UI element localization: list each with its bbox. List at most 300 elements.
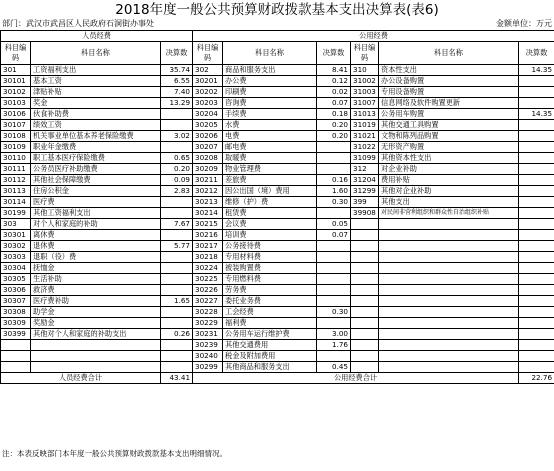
cell-code: 30103 bbox=[1, 98, 31, 109]
cell-name: 文物和陈列品购置 bbox=[379, 131, 519, 142]
cell-code: 30112 bbox=[1, 175, 31, 186]
cell-amount: 0.05 bbox=[317, 219, 351, 230]
cell-amount bbox=[519, 197, 554, 208]
cell-name: 公务用车运行维护费 bbox=[223, 329, 317, 340]
cell-code: 30305 bbox=[1, 274, 31, 285]
cell-name: 退职（役）费 bbox=[31, 252, 161, 263]
cell-name: 物业管理费 bbox=[223, 164, 317, 175]
cell-code: 30208 bbox=[193, 153, 223, 164]
cell-name: 绩效工资 bbox=[31, 120, 161, 131]
cell-code bbox=[1, 362, 31, 373]
cell-code: 30114 bbox=[1, 197, 31, 208]
cell-name bbox=[379, 329, 519, 340]
cell-amount: 14.35 bbox=[519, 109, 554, 120]
header-name: 科目名称 bbox=[223, 42, 317, 65]
cell-amount bbox=[317, 263, 351, 274]
cell-amount bbox=[519, 76, 554, 87]
cell-code: 30204 bbox=[193, 109, 223, 120]
cell-amount: 5.77 bbox=[161, 241, 193, 252]
cell-name: 生活补助 bbox=[31, 274, 161, 285]
cell-name: 费用补贴 bbox=[379, 175, 519, 186]
cell-name: 其他交通费用 bbox=[223, 340, 317, 351]
cell-amount bbox=[519, 230, 554, 241]
cell-amount: 0.20 bbox=[317, 120, 351, 131]
cell-amount bbox=[161, 318, 193, 329]
cell-amount bbox=[317, 351, 351, 362]
cell-amount bbox=[519, 219, 554, 230]
cell-amount bbox=[317, 318, 351, 329]
cell-amount bbox=[519, 362, 554, 373]
header-amount: 决算数 bbox=[519, 42, 554, 65]
cell-code: 399 bbox=[351, 197, 379, 208]
cell-code: 30231 bbox=[193, 329, 223, 340]
totals-row bbox=[1, 373, 554, 384]
cell-amount bbox=[519, 329, 554, 340]
cell-code: 30239 bbox=[193, 340, 223, 351]
cell-amount bbox=[161, 208, 193, 219]
table-row bbox=[1, 153, 554, 164]
expenditure-table bbox=[0, 30, 554, 384]
cell-code: 30206 bbox=[193, 131, 223, 142]
cell-amount bbox=[519, 252, 554, 263]
table-row bbox=[1, 362, 554, 373]
cell-code: 30301 bbox=[1, 230, 31, 241]
cell-amount bbox=[317, 241, 351, 252]
cell-amount: 0.16 bbox=[317, 175, 351, 186]
cell-code: 31019 bbox=[351, 120, 379, 131]
cell-amount bbox=[161, 252, 193, 263]
cell-code bbox=[351, 274, 379, 285]
header-amount: 决算数 bbox=[161, 42, 193, 65]
cell-name: 印刷费 bbox=[223, 87, 317, 98]
cell-code bbox=[351, 296, 379, 307]
cell-name: 其他支出 bbox=[379, 197, 519, 208]
cell-amount: 0.09 bbox=[161, 175, 193, 186]
cell-amount: 0.45 bbox=[317, 362, 351, 373]
cell-code: 30308 bbox=[1, 307, 31, 318]
cell-code: 30304 bbox=[1, 263, 31, 274]
table-row bbox=[1, 76, 554, 87]
cell-name: 住房公积金 bbox=[31, 186, 161, 197]
cell-code: 30218 bbox=[193, 252, 223, 263]
table-row bbox=[1, 175, 554, 186]
cell-code: 30199 bbox=[1, 208, 31, 219]
cell-name: 邮电费 bbox=[223, 142, 317, 153]
table-row bbox=[1, 98, 554, 109]
cell-code bbox=[351, 307, 379, 318]
cell-code bbox=[351, 230, 379, 241]
cell-name: 委托业务费 bbox=[223, 296, 317, 307]
report-title: 2018年度一般公共预算财政拨款基本支出决算表(表6) bbox=[115, 2, 439, 18]
cell-name: 办公费 bbox=[223, 76, 317, 87]
cell-name: 其他商品和服务支出 bbox=[223, 362, 317, 373]
cell-amount bbox=[161, 307, 193, 318]
header-name: 科目名称 bbox=[379, 42, 519, 65]
cell-amount bbox=[317, 142, 351, 153]
cell-code: 30109 bbox=[1, 142, 31, 153]
cell-name: 水费 bbox=[223, 120, 317, 131]
cell-code: 30307 bbox=[1, 296, 31, 307]
cell-name bbox=[379, 318, 519, 329]
cell-name: 伙食补助费 bbox=[31, 109, 161, 120]
cell-name: 被装购置费 bbox=[223, 263, 317, 274]
cell-name: 公务员医疗补助缴费 bbox=[31, 164, 161, 175]
cell-name: 职业年金缴费 bbox=[31, 142, 161, 153]
public-total-value: 22.76 bbox=[519, 373, 554, 384]
cell-amount bbox=[161, 351, 193, 362]
cell-code bbox=[1, 351, 31, 362]
header-name: 科目名称 bbox=[31, 42, 161, 65]
cell-amount bbox=[161, 263, 193, 274]
cell-code: 30108 bbox=[1, 131, 31, 142]
cell-code: 30214 bbox=[193, 208, 223, 219]
cell-amount bbox=[519, 153, 554, 164]
cell-code: 30227 bbox=[193, 296, 223, 307]
cell-code: 30229 bbox=[193, 318, 223, 329]
cell-amount bbox=[519, 186, 554, 197]
cell-amount: 8.41 bbox=[317, 65, 351, 76]
cell-name: 取暖费 bbox=[223, 153, 317, 164]
cell-name bbox=[379, 274, 519, 285]
cell-code: 30215 bbox=[193, 219, 223, 230]
cell-code: 30299 bbox=[193, 362, 223, 373]
cell-amount: 0.30 bbox=[317, 197, 351, 208]
cell-code: 30102 bbox=[1, 87, 31, 98]
cell-name: 其他对企业补助 bbox=[379, 186, 519, 197]
cell-code: 30226 bbox=[193, 285, 223, 296]
cell-code bbox=[351, 362, 379, 373]
cell-name bbox=[379, 351, 519, 362]
cell-code: 30211 bbox=[193, 175, 223, 186]
cell-amount: 7.67 bbox=[161, 219, 193, 230]
cell-amount bbox=[519, 307, 554, 318]
cell-code: 31299 bbox=[351, 186, 379, 197]
cell-name bbox=[379, 263, 519, 274]
cell-amount bbox=[317, 285, 351, 296]
cell-amount bbox=[161, 230, 193, 241]
cell-amount: 0.26 bbox=[161, 329, 193, 340]
cell-amount: 0.18 bbox=[317, 109, 351, 120]
section-personnel: 人员经费 bbox=[1, 31, 193, 42]
cell-code: 30217 bbox=[193, 241, 223, 252]
table-row bbox=[1, 263, 554, 274]
cell-code: 39908 bbox=[351, 208, 379, 219]
cell-name: 其他资本性支出 bbox=[379, 153, 519, 164]
cell-amount: 0.20 bbox=[161, 164, 193, 175]
table-row bbox=[1, 318, 554, 329]
table-row bbox=[1, 186, 554, 197]
cell-name: 电费 bbox=[223, 131, 317, 142]
cell-code: 31002 bbox=[351, 76, 379, 87]
cell-amount: 1.76 bbox=[317, 340, 351, 351]
cell-name: 维修（护）费 bbox=[223, 197, 317, 208]
cell-amount: 6.55 bbox=[161, 76, 193, 87]
cell-name: 津贴补贴 bbox=[31, 87, 161, 98]
cell-name: 办公设备购置 bbox=[379, 76, 519, 87]
cell-code bbox=[351, 351, 379, 362]
cell-name: 咨询费 bbox=[223, 98, 317, 109]
table-row bbox=[1, 307, 554, 318]
cell-code: 30306 bbox=[1, 285, 31, 296]
cell-amount bbox=[519, 208, 554, 219]
cell-name: 职工基本医疗保险缴费 bbox=[31, 153, 161, 164]
cell-name: 会议费 bbox=[223, 219, 317, 230]
cell-amount bbox=[519, 175, 554, 186]
cell-name bbox=[31, 362, 161, 373]
cell-amount bbox=[519, 142, 554, 153]
cell-amount: 0.20 bbox=[317, 131, 351, 142]
header-code: 科目编码 bbox=[193, 42, 223, 65]
cell-amount bbox=[317, 164, 351, 175]
cell-code bbox=[351, 219, 379, 230]
cell-code: 30207 bbox=[193, 142, 223, 153]
cell-code bbox=[351, 285, 379, 296]
cell-name: 其他工资福利支出 bbox=[31, 208, 161, 219]
cell-name bbox=[379, 296, 519, 307]
cell-code: 30202 bbox=[193, 87, 223, 98]
cell-amount bbox=[519, 274, 554, 285]
cell-code bbox=[351, 241, 379, 252]
cell-code: 30205 bbox=[193, 120, 223, 131]
cell-amount: 0.65 bbox=[161, 153, 193, 164]
cell-name: 资本性支出 bbox=[379, 65, 519, 76]
cell-code: 31003 bbox=[351, 87, 379, 98]
header-amount: 决算数 bbox=[317, 42, 351, 65]
cell-amount bbox=[161, 142, 193, 153]
cell-amount: 0.07 bbox=[317, 230, 351, 241]
table-row bbox=[1, 65, 554, 76]
cell-name: 救济费 bbox=[31, 285, 161, 296]
cell-name: 专用燃料费 bbox=[223, 274, 317, 285]
table-row bbox=[1, 142, 554, 153]
table-row bbox=[1, 219, 554, 230]
cell-code bbox=[351, 318, 379, 329]
cell-code bbox=[351, 340, 379, 351]
cell-amount: 7.40 bbox=[161, 87, 193, 98]
cell-code bbox=[1, 340, 31, 351]
cell-name bbox=[379, 241, 519, 252]
cell-code: 30101 bbox=[1, 76, 31, 87]
cell-amount bbox=[519, 351, 554, 362]
cell-code: 30240 bbox=[193, 351, 223, 362]
table-row bbox=[1, 208, 554, 219]
cell-name: 工会经费 bbox=[223, 307, 317, 318]
cell-name: 其他对个人和家庭的补助支出 bbox=[31, 329, 161, 340]
cell-amount bbox=[519, 263, 554, 274]
cell-code: 30228 bbox=[193, 307, 223, 318]
cell-name bbox=[379, 362, 519, 373]
table-row bbox=[1, 230, 554, 241]
cell-code: 31007 bbox=[351, 98, 379, 109]
cell-name: 租赁费 bbox=[223, 208, 317, 219]
cell-code: 30213 bbox=[193, 197, 223, 208]
cell-name: 离休费 bbox=[31, 230, 161, 241]
table-row bbox=[1, 285, 554, 296]
cell-amount bbox=[161, 120, 193, 131]
section-public: 公用经费 bbox=[193, 31, 554, 42]
table-row bbox=[1, 274, 554, 285]
cell-code: 30302 bbox=[1, 241, 31, 252]
cell-code: 312 bbox=[351, 164, 379, 175]
cell-name: 公务接待费 bbox=[223, 241, 317, 252]
cell-amount bbox=[317, 274, 351, 285]
table-row bbox=[1, 109, 554, 120]
table-row bbox=[1, 329, 554, 340]
cell-code: 30203 bbox=[193, 98, 223, 109]
cell-name: 对个人和家庭的补助 bbox=[31, 219, 161, 230]
header-code: 科目编码 bbox=[351, 42, 379, 65]
cell-name: 医疗费 bbox=[31, 197, 161, 208]
cell-name: 差旅费 bbox=[223, 175, 317, 186]
personnel-total-label: 人员经费合计 bbox=[1, 373, 161, 384]
cell-amount: 35.74 bbox=[161, 65, 193, 76]
cell-amount: 3.02 bbox=[161, 131, 193, 142]
cell-name: 因公出国（境）费用 bbox=[223, 186, 317, 197]
cell-amount: 14.35 bbox=[519, 65, 554, 76]
cell-code: 30399 bbox=[1, 329, 31, 340]
cell-name: 机关事业单位基本养老保险缴费 bbox=[31, 131, 161, 142]
cell-code: 31013 bbox=[351, 109, 379, 120]
cell-name: 其他社会保障缴费 bbox=[31, 175, 161, 186]
cell-amount: 1.65 bbox=[161, 296, 193, 307]
cell-name: 奖励金 bbox=[31, 318, 161, 329]
cell-name bbox=[379, 219, 519, 230]
cell-code: 303 bbox=[1, 219, 31, 230]
cell-code: 30224 bbox=[193, 263, 223, 274]
cell-code: 30216 bbox=[193, 230, 223, 241]
cell-code: 31204 bbox=[351, 175, 379, 186]
cell-amount bbox=[317, 153, 351, 164]
cell-name: 专用设备购置 bbox=[379, 87, 519, 98]
cell-name: 税金及附加费用 bbox=[223, 351, 317, 362]
cell-code: 31099 bbox=[351, 153, 379, 164]
cell-amount bbox=[161, 197, 193, 208]
cell-amount bbox=[519, 131, 554, 142]
cell-amount: 0.12 bbox=[317, 76, 351, 87]
header-code: 科目编码 bbox=[1, 42, 31, 65]
cell-amount bbox=[161, 274, 193, 285]
cell-amount bbox=[317, 296, 351, 307]
cell-amount bbox=[161, 109, 193, 120]
cell-amount bbox=[519, 285, 554, 296]
cell-name bbox=[379, 252, 519, 263]
cell-code: 30111 bbox=[1, 164, 31, 175]
cell-name: 医疗费补助 bbox=[31, 296, 161, 307]
table-row bbox=[1, 351, 554, 362]
table-row bbox=[1, 87, 554, 98]
cell-name: 培训费 bbox=[223, 230, 317, 241]
cell-code: 31021 bbox=[351, 131, 379, 142]
table-row bbox=[1, 131, 554, 142]
cell-amount: 1.60 bbox=[317, 186, 351, 197]
cell-amount bbox=[519, 164, 554, 175]
cell-name: 退休费 bbox=[31, 241, 161, 252]
cell-amount: 0.30 bbox=[317, 307, 351, 318]
cell-amount bbox=[317, 252, 351, 263]
cell-code: 30212 bbox=[193, 186, 223, 197]
cell-name: 福利费 bbox=[223, 318, 317, 329]
cell-amount bbox=[519, 318, 554, 329]
footnote: 注：本表反映部门本年度一般公共预算财政拨款基本支出明细情况。 bbox=[2, 449, 227, 458]
cell-code: 30225 bbox=[193, 274, 223, 285]
cell-amount bbox=[161, 362, 193, 373]
cell-name bbox=[379, 230, 519, 241]
cell-name: 劳务费 bbox=[223, 285, 317, 296]
cell-name: 手续费 bbox=[223, 109, 317, 120]
table-row bbox=[1, 164, 554, 175]
table-row bbox=[1, 241, 554, 252]
cell-amount bbox=[317, 208, 351, 219]
cell-amount: 2.83 bbox=[161, 186, 193, 197]
cell-name: 信息网络及软件购置更新 bbox=[379, 98, 519, 109]
table-row bbox=[1, 197, 554, 208]
cell-amount bbox=[519, 87, 554, 98]
cell-code: 301 bbox=[1, 65, 31, 76]
cell-code: 30106 bbox=[1, 109, 31, 120]
cell-code: 30309 bbox=[1, 318, 31, 329]
cell-code bbox=[351, 252, 379, 263]
cell-name: 奖金 bbox=[31, 98, 161, 109]
cell-name: 公务用车购置 bbox=[379, 109, 519, 120]
cell-name: 专用材料费 bbox=[223, 252, 317, 263]
cell-code: 30113 bbox=[1, 186, 31, 197]
cell-amount bbox=[161, 285, 193, 296]
table-row bbox=[1, 120, 554, 131]
cell-code: 310 bbox=[351, 65, 379, 76]
cell-name bbox=[379, 285, 519, 296]
cell-code: 31022 bbox=[351, 142, 379, 153]
cell-name: 无形资产购置 bbox=[379, 142, 519, 153]
table-row bbox=[1, 296, 554, 307]
cell-amount bbox=[519, 120, 554, 131]
cell-name bbox=[379, 340, 519, 351]
cell-amount bbox=[519, 98, 554, 109]
cell-name: 工资福利支出 bbox=[31, 65, 161, 76]
cell-amount: 0.07 bbox=[317, 98, 351, 109]
cell-code bbox=[351, 329, 379, 340]
cell-name: 对企业补助 bbox=[379, 164, 519, 175]
department-label: 部门：武汉市武昌区人民政府石洞街办事处 bbox=[2, 19, 154, 28]
cell-code: 30209 bbox=[193, 164, 223, 175]
public-total-label: 公用经费合计 bbox=[193, 373, 519, 384]
cell-name: 抚恤金 bbox=[31, 263, 161, 274]
table-row bbox=[1, 252, 554, 263]
unit-label: 金额单位：万元 bbox=[496, 19, 552, 28]
cell-name bbox=[31, 340, 161, 351]
cell-name: 其他交通工具购置 bbox=[379, 120, 519, 131]
cell-amount bbox=[519, 340, 554, 351]
cell-amount bbox=[519, 241, 554, 252]
table-row bbox=[1, 340, 554, 351]
cell-name bbox=[379, 307, 519, 318]
cell-name: 商品和服务支出 bbox=[223, 65, 317, 76]
cell-amount bbox=[519, 296, 554, 307]
cell-code: 30110 bbox=[1, 153, 31, 164]
cell-code: 30303 bbox=[1, 252, 31, 263]
cell-name bbox=[31, 351, 161, 362]
cell-amount: 0.02 bbox=[317, 87, 351, 98]
cell-name: 对民间非营利组织和群众性自治组织补贴 bbox=[379, 208, 519, 219]
cell-code: 30201 bbox=[193, 76, 223, 87]
cell-name: 基本工资 bbox=[31, 76, 161, 87]
cell-amount bbox=[161, 340, 193, 351]
cell-name: 助学金 bbox=[31, 307, 161, 318]
cell-amount: 3.00 bbox=[317, 329, 351, 340]
cell-code: 302 bbox=[193, 65, 223, 76]
cell-amount: 13.29 bbox=[161, 98, 193, 109]
cell-code: 30107 bbox=[1, 120, 31, 131]
personnel-total-value: 43.41 bbox=[161, 373, 193, 384]
